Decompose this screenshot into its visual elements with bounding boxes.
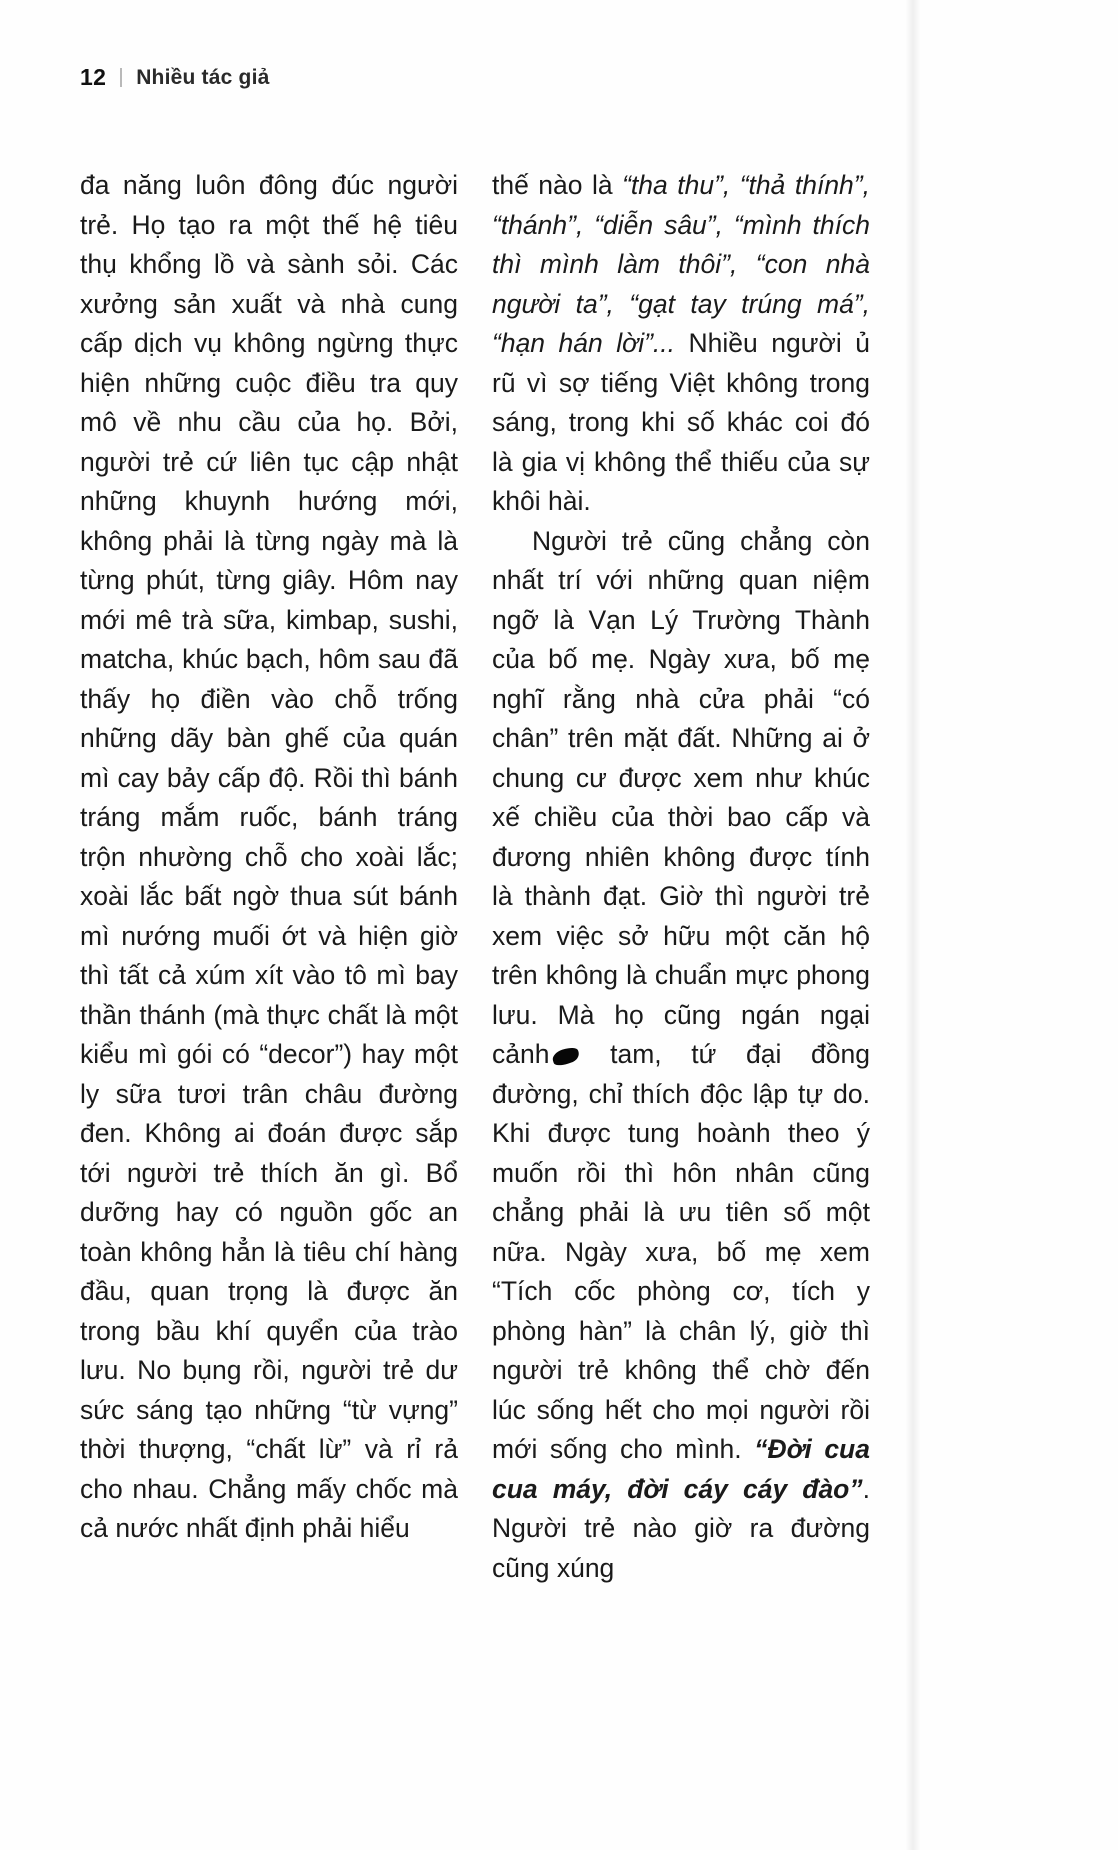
ink-blot-artifact — [551, 1045, 581, 1068]
page-edge-shadow — [905, 0, 921, 1850]
text-segment: “Đời cua cua máy, đời cáy cáy đào” — [492, 1434, 870, 1504]
paragraph — [80, 166, 458, 1549]
running-head-title: Nhiều tác giả — [136, 65, 270, 89]
page-number: 12 — [80, 64, 107, 90]
text-segment: “tha thu”, “thả thính”, “thánh”, “diễn sâu”, “mình thích thì mình làm thôi”, “con nhà người ta”, “gạt tay trúng má”, “hạn hán lời”... — [492, 170, 870, 358]
right-column — [492, 166, 870, 1588]
text-segment: tam, tứ đại đồng đường, chỉ thích độc lập tự do. Khi được tung hoành theo ý muốn rồi thì hôn nhân cũng chẳng phải là ưu tiên số một nữa. Ngày xưa, bố mẹ xem “Tích cốc phòng cơ, tích y phòng hàn” là chân lý, giờ thì người trẻ không thể chờ đến lúc sống hết cho mọi người rồi mới sống cho mình. — [492, 1039, 870, 1464]
text-segment: . Người trẻ nào giờ ra đường cũng xúng — [492, 1473, 870, 1583]
paragraph — [492, 522, 870, 1589]
left-column — [80, 166, 458, 1588]
text-segment: Người trẻ cũng chẳng còn nhất trí với những quan niệm ngỡ là Vạn Lý Trường Thành của bố mẹ. Ngày xưa, bố mẹ nghĩ rằng nhà cửa phải “có chân” trên mặt đất. Những ai ở chung cư được xem như khúc xế chiều của thời bao cấp và đương nhiên không được tính là thành đạt. Giờ thì người trẻ xem việc sở hữu một căn hộ trên không là chuẩn mực phong lưu. Mà họ cũng ngán ngại cảnh — [492, 525, 870, 1069]
paragraph — [492, 166, 870, 522]
header-divider — [120, 68, 122, 87]
text-segment: thế nào là — [492, 170, 623, 200]
text-segment: Nhiều người ủ rũ vì sợ tiếng Việt không trong sáng, trong khi số khác coi đó là gia vị không thể thiếu của sự khôi hài. — [492, 328, 871, 516]
running-header — [80, 64, 269, 91]
two-column-text-block — [80, 166, 870, 1588]
text-segment: đa năng luôn đông đúc người trẻ. Họ tạo ra một thế hệ tiêu thụ khổng lồ và sành sỏi. Các xưởng sản xuất và nhà cung cấp dịch vụ không ngừng thực hiện những cuộc điều tra quy mô về nhu cầu của họ. Bởi, người trẻ cứ liên tục cập nhật những khuynh hướng mới, không phải là từng ngày mà là từng phút, từng giây. Hôm nay mới mê trà sữa, kimbap, sushi, matcha, khúc bạch, hôm sau đã thấy họ điền vào chỗ trống những dãy bàn ghế của quán mì cay bảy cấp độ. Rồi thì bánh tráng mắm ruốc, bánh tráng trộn nhường chỗ cho xoài lắc; xoài lắc bất ngờ thua sút bánh mì nướng muối ớt và hiện giờ thì tất cả xúm xít vào tô mì bay thần thánh (mà thực chất là một kiểu mì gói có “decor”) hay một ly sữa tươi trân châu đường đen. Không ai đoán được sắp tới người trẻ thích ăn gì. Bổ dưỡng hay có nguồn gốc an toàn không hẳn là tiêu chí hàng đầu, quan trọng là được ăn trong bầu khí quyển của trào lưu. No bụng rồi, người trẻ dư sức sáng tạo những “từ vựng” thời thượng, “chất lừ” và rỉ rả cho nhau. Chẳng mấy chốc mà cả nước nhất định phải hiểu — [80, 170, 458, 1543]
